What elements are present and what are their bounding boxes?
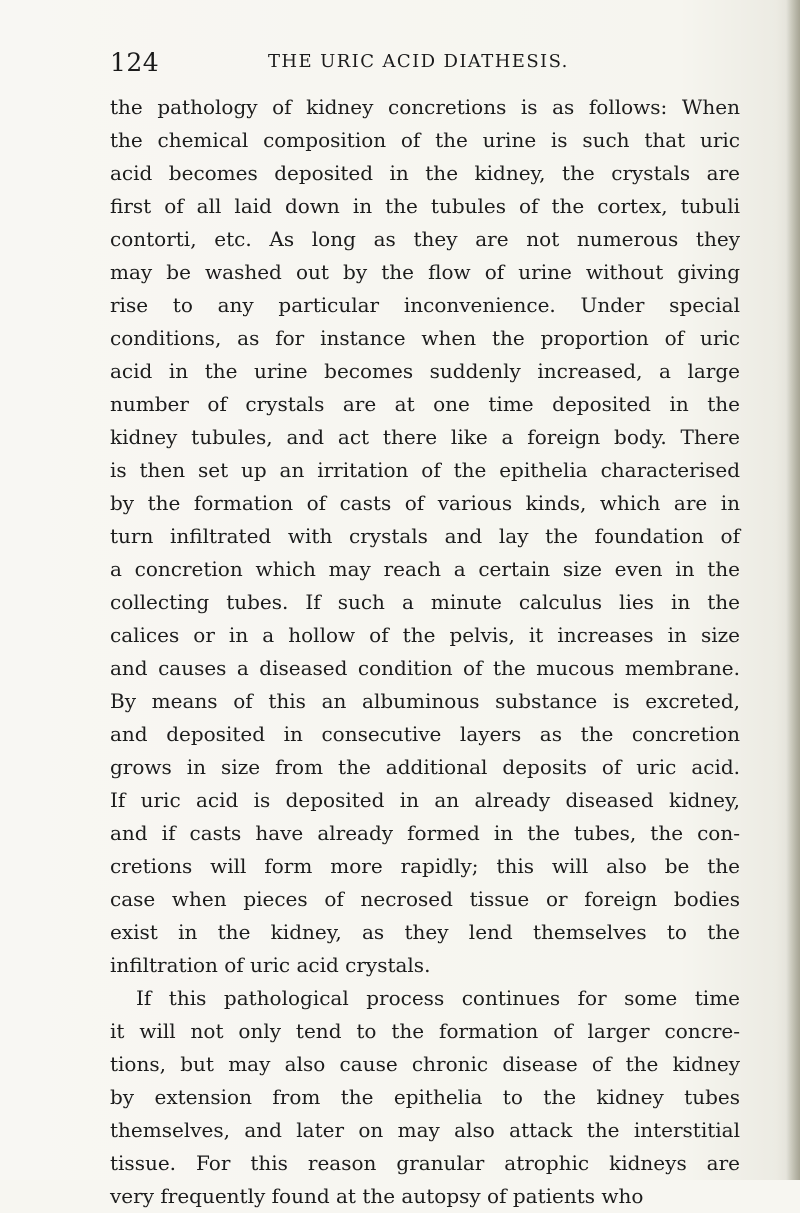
text-line: by the formation of casts of various kinds, which are in xyxy=(110,491,740,515)
running-head: THE URIC ACID DIATHESIS. xyxy=(268,51,569,72)
text-line: contorti, etc. As long as they are not numerous they xyxy=(110,227,740,251)
text-line: turn infiltrated with crystals and lay the foundation of xyxy=(110,524,740,548)
text-line: If uric acid is deposited in an already diseased kidney, xyxy=(110,788,740,812)
text-line: tissue. For this reason granular atrophic kidneys are xyxy=(110,1151,740,1175)
paragraph-end-line: infiltration of uric acid crystals. xyxy=(110,953,431,977)
text-line: very frequently found at the autopsy of patients who xyxy=(110,1184,644,1208)
text-line: number of crystals are at one time deposited in the xyxy=(110,392,740,416)
text-line: kidney tubules, and act there like a foreign body. There xyxy=(110,425,740,449)
body-text xyxy=(110,91,740,1213)
text-line: collecting tubes. If such a minute calculus lies in the xyxy=(110,590,740,614)
text-line: exist in the kidney, as they lend themselves to the xyxy=(110,920,740,944)
text-line: themselves, and later on may also attack the interstitial xyxy=(110,1118,740,1142)
text-line: case when pieces of necrosed tissue or foreign bodies xyxy=(110,887,740,911)
text-line: calices or in a hollow of the pelvis, it increases in size xyxy=(110,623,740,647)
page-header xyxy=(110,38,740,78)
text-line: the chemical composition of the urine is such that uric xyxy=(110,128,740,152)
paragraph-start-line: If this pathological process continues for some time xyxy=(136,986,740,1010)
text-line: By means of this an albuminous substance is excreted, xyxy=(110,689,740,713)
page-edge-shadow xyxy=(786,0,800,1180)
text-line: grows in size from the additional deposits of uric acid. xyxy=(110,755,740,779)
text-line: by extension from the epithelia to the kidney tubes xyxy=(110,1085,740,1109)
text-line: cretions will form more rapidly; this will also be the xyxy=(110,854,740,878)
text-line: may be washed out by the flow of urine without giving xyxy=(110,260,740,284)
text-line: and causes a diseased condition of the mucous membrane. xyxy=(110,656,740,680)
text-line: and if casts have already formed in the tubes, the con- xyxy=(110,821,740,845)
text-line: acid in the urine becomes suddenly increased, a large xyxy=(110,359,740,383)
text-line: a concretion which may reach a certain size even in the xyxy=(110,557,740,581)
text-line: and deposited in consecutive layers as the concretion xyxy=(110,722,740,746)
text-line: rise to any particular inconvenience. Under special xyxy=(110,293,740,317)
text-line: conditions, as for instance when the proportion of uric xyxy=(110,326,740,350)
page-number: 124 xyxy=(110,48,160,77)
text-line: tions, but may also cause chronic disease of the kidney xyxy=(110,1052,740,1076)
text-line: it will not only tend to the formation of larger concre- xyxy=(110,1019,740,1043)
text-line: is then set up an irritation of the epithelia characterised xyxy=(110,458,740,482)
text-line: first of all laid down in the tubules of the cortex, tubuli xyxy=(110,194,740,218)
text-line: the pathology of kidney concretions is as follows: When xyxy=(110,95,740,119)
text-line: acid becomes deposited in the kidney, the crystals are xyxy=(110,161,740,185)
